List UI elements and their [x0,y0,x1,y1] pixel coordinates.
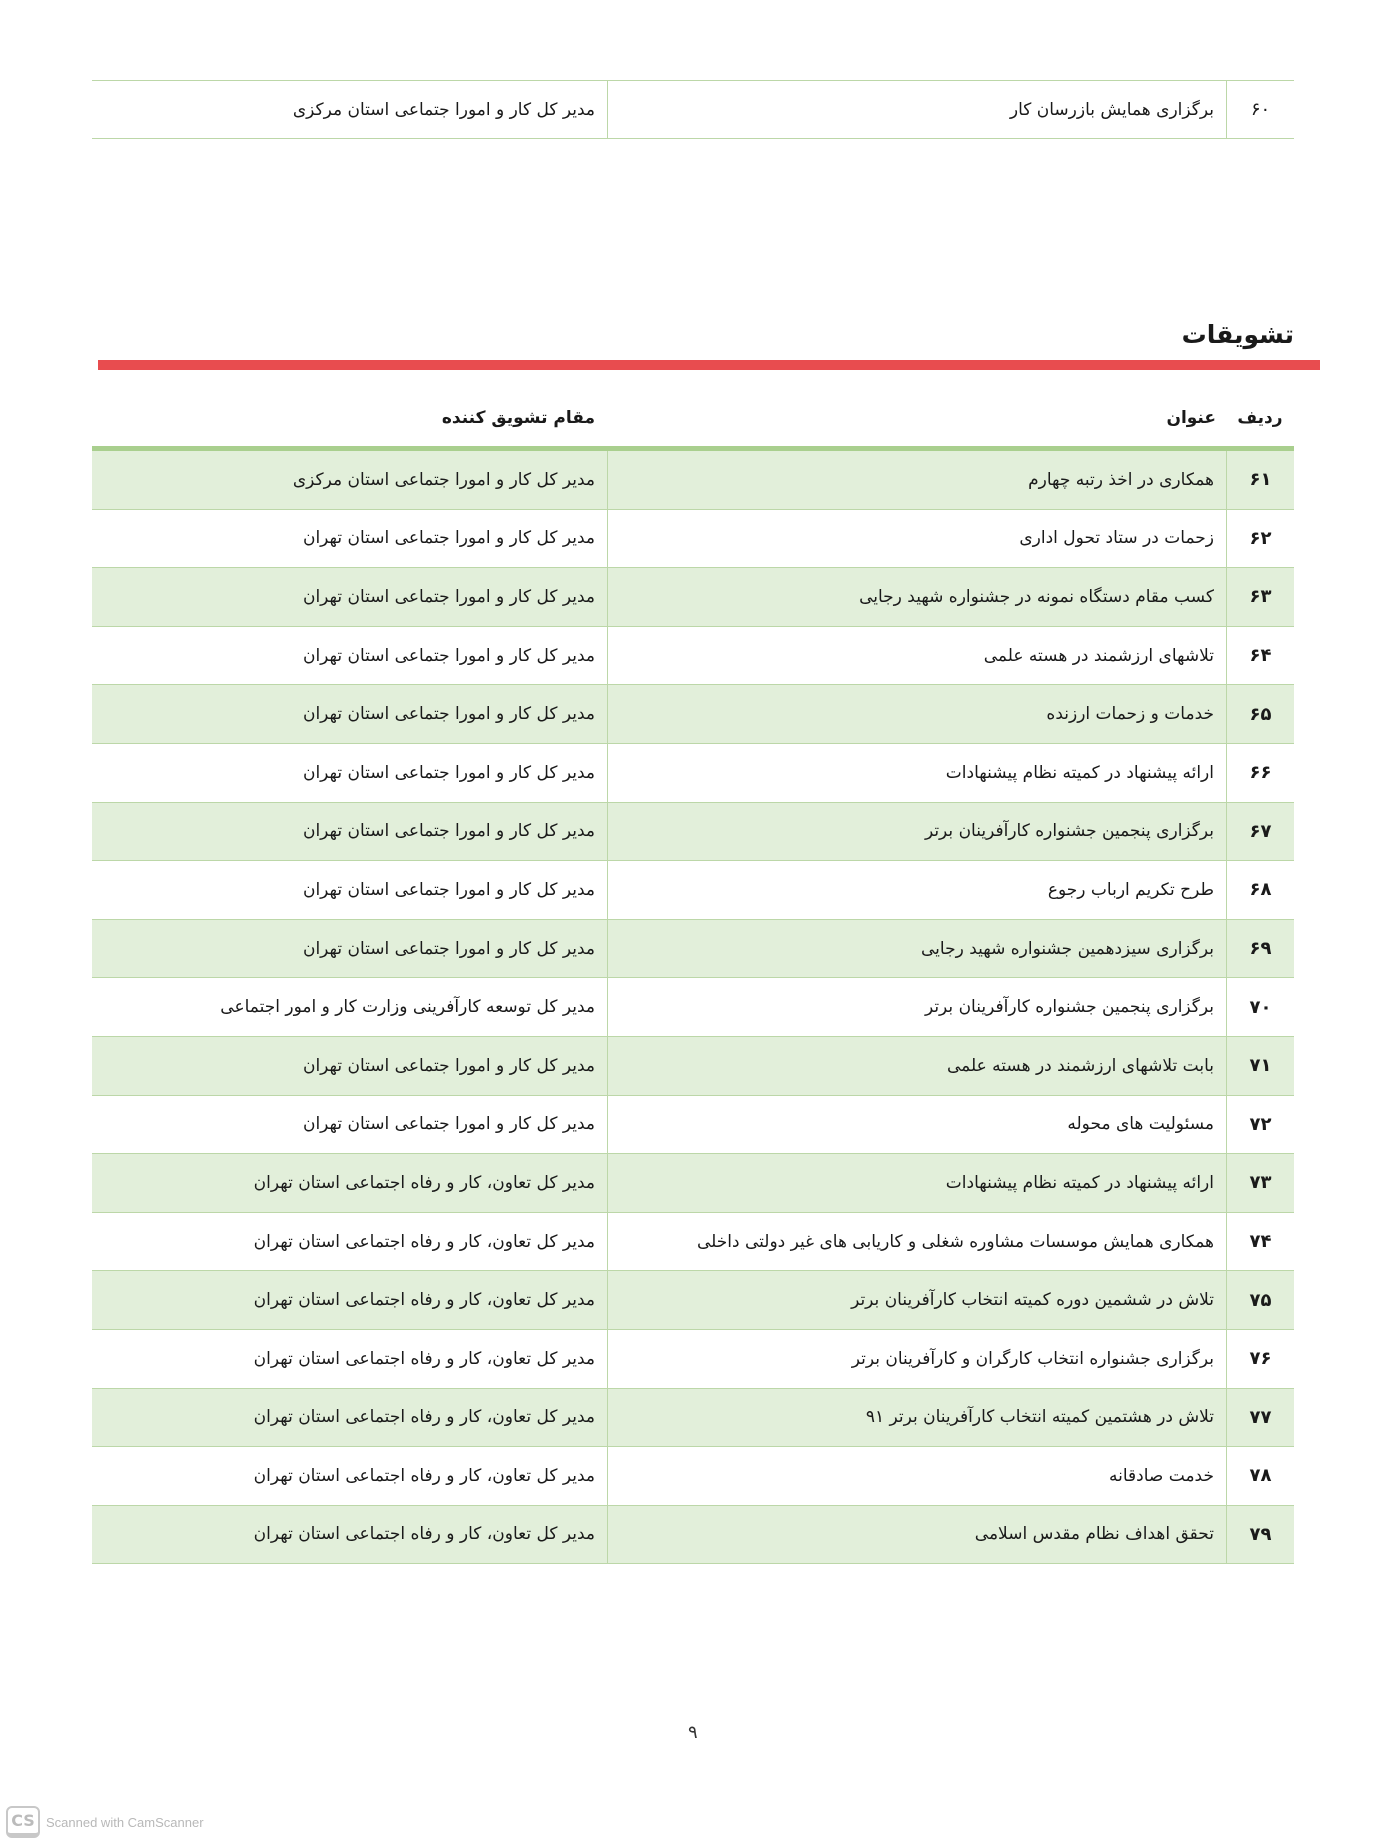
camscanner-logo-icon: CS [6,1806,40,1838]
row-title: زحمات در ستاد تحول اداری [607,510,1226,568]
row-authority: مدیر کل تعاون، کار و رفاه اجتماعی استان تهران [253,1407,595,1428]
row-number: ۷۸ [1226,1447,1294,1505]
row-authority: مدیر کل کار و امورا جتماعی استان تهران [302,1055,595,1076]
table-row [92,1154,1294,1213]
table-row [92,568,1294,627]
row-title: خدمات و زحمات ارزنده [607,685,1226,743]
row-authority: مدیر کل کار و امورا جتماعی استان تهران [302,645,595,666]
row-number: ۷۷ [1226,1389,1294,1447]
row-title: تلاش در هشتمین کمیته انتخاب کارآفرینان برتر ۹۱ [607,1389,1226,1447]
table-row [92,744,1294,803]
row-authority: مدیر کل کار و امورا جتماعی استان مرکزی [292,99,595,120]
row-number: ۷۴ [1226,1213,1294,1271]
table-row [92,978,1294,1037]
row-title: مسئولیت های محوله [607,1096,1226,1154]
table-row [92,80,1294,139]
row-number: ۶۱ [1226,451,1294,509]
row-title: کسب مقام دستگاه نمونه در جشنواره شهید رجایی [607,568,1226,626]
row-title: خدمت صادقانه [607,1447,1226,1505]
row-title: برگزاری همایش بازرسان کار [607,81,1226,138]
row-title: همکاری همایش موسسات مشاوره شغلی و کاریابی های غیر دولتی داخلی [607,1213,1226,1271]
row-title: برگزاری پنجمین جشنواره کارآفرینان برتر [607,978,1226,1036]
row-number: ۶۵ [1226,685,1294,743]
header-title: عنوان [1166,408,1216,428]
row-title: ارائه پیشنهاد در کمیته نظام پیشنهادات [607,744,1226,802]
table-row [92,685,1294,744]
row-title: همکاری در اخذ رتبه چهارم [607,451,1226,509]
awards-table [92,451,1294,1564]
row-authority: مدیر کل کار و امورا جتماعی استان تهران [302,762,595,783]
row-number: ۷۶ [1226,1330,1294,1388]
row-number: ۶۳ [1226,568,1294,626]
row-authority: مدیر کل کار و امورا جتماعی استان مرکزی [292,469,595,490]
table-row [92,920,1294,979]
row-authority: مدیر کل کار و امورا جتماعی استان تهران [302,528,595,549]
row-number: ۶۸ [1226,861,1294,919]
table-row [92,510,1294,569]
table-row [92,1389,1294,1448]
row-number: ۶۰ [1226,81,1294,138]
row-number: ۷۱ [1226,1037,1294,1095]
row-number: ۶۹ [1226,920,1294,978]
row-number: ۷۹ [1226,1506,1294,1564]
previous-table-continuation [92,80,1294,139]
row-authority: مدیر کل تعاون، کار و رفاه اجتماعی استان تهران [253,1348,595,1369]
camscanner-watermark [6,1806,204,1838]
section-title: تشویقات [1181,320,1294,349]
row-authority: مدیر کل کار و امورا جتماعی استان تهران [302,1114,595,1135]
table-row [92,861,1294,920]
table-header [92,390,1294,451]
row-number: ۷۵ [1226,1271,1294,1329]
table-row [92,1506,1294,1565]
table-row [92,1447,1294,1506]
row-number: ۶۲ [1226,510,1294,568]
row-title: برگزاری پنجمین جشنواره کارآفرینان برتر [607,803,1226,861]
table-row [92,1037,1294,1096]
row-number: ۶۴ [1226,627,1294,685]
row-authority: مدیر کل تعاون، کار و رفاه اجتماعی استان تهران [253,1231,595,1252]
section-divider [98,360,1320,370]
table-row [92,627,1294,686]
row-title: بابت تلاشهای ارزشمند در هسته علمی [607,1037,1226,1095]
row-number: ۷۰ [1226,978,1294,1036]
row-authority: مدیر کل کار و امورا جتماعی استان تهران [302,879,595,900]
table-row [92,1330,1294,1389]
row-authority: مدیر کل تعاون، کار و رفاه اجتماعی استان تهران [253,1172,595,1193]
header-authority: مقام تشویق کننده [441,408,595,428]
row-number: ۷۲ [1226,1096,1294,1154]
row-title: تلاشهای ارزشمند در هسته علمی [607,627,1226,685]
row-title: تحقق اهداف نظام مقدس اسلامی [607,1506,1226,1564]
row-title: طرح تکریم ارباب رجوع [607,861,1226,919]
row-number: ۶۶ [1226,744,1294,802]
row-authority: مدیر کل کار و امورا جتماعی استان تهران [302,938,595,959]
table-row [92,803,1294,862]
page-number: ۹ [688,1722,698,1743]
table-row [92,451,1294,510]
row-authority: مدیر کل کار و امورا جتماعی استان تهران [302,821,595,842]
row-title: برگزاری جشنواره انتخاب کارگران و کارآفرینان برتر [607,1330,1226,1388]
table-row [92,1271,1294,1330]
row-authority: مدیر کل توسعه کارآفرینی وزارت کار و امور اجتماعی [220,997,595,1018]
table-row [92,1096,1294,1155]
row-title: برگزاری سیزدهمین جشنواره شهید رجایی [607,920,1226,978]
watermark-text: Scanned with CamScanner [46,1814,204,1830]
table-row [92,1213,1294,1272]
row-authority: مدیر کل تعاون، کار و رفاه اجتماعی استان تهران [253,1524,595,1545]
row-title: ارائه پیشنهاد در کمیته نظام پیشنهادات [607,1154,1226,1212]
row-authority: مدیر کل تعاون، کار و رفاه اجتماعی استان تهران [253,1465,595,1486]
row-number: ۷۳ [1226,1154,1294,1212]
row-authority: مدیر کل کار و امورا جتماعی استان تهران [302,586,595,607]
header-row-number: ردیف [1237,408,1283,428]
row-title: تلاش در ششمین دوره کمیته انتخاب کارآفرینان برتر [607,1271,1226,1329]
row-number: ۶۷ [1226,803,1294,861]
row-authority: مدیر کل کار و امورا جتماعی استان تهران [302,704,595,725]
row-authority: مدیر کل تعاون، کار و رفاه اجتماعی استان تهران [253,1290,595,1311]
